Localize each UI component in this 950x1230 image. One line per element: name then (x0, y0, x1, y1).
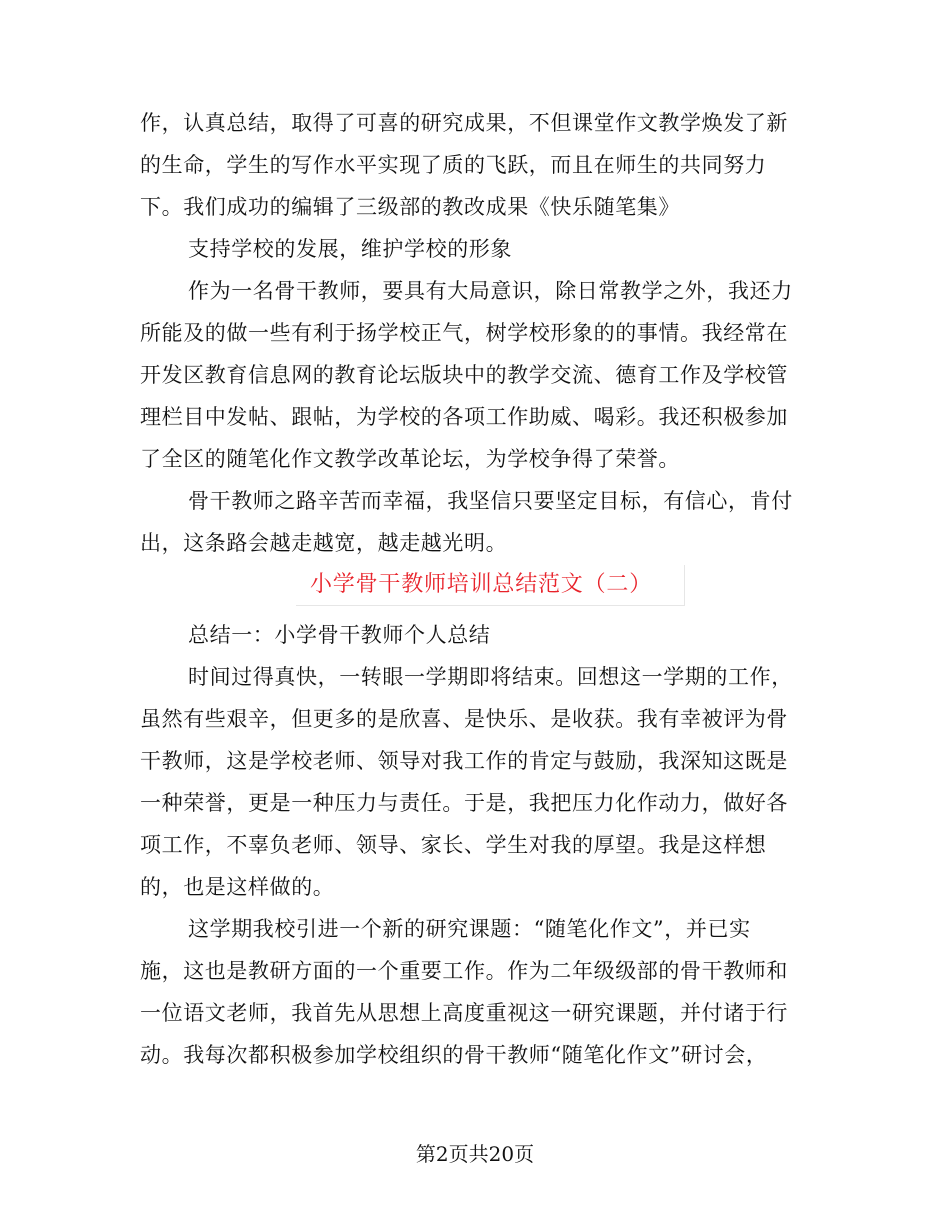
subheading-line: 总结一：小学骨干教师个人总结 (188, 623, 491, 647)
paragraph-line: 出，这条路会越走越宽，越走越光明。 (140, 531, 508, 555)
paragraph-line: 理栏目中发帖、跟帖，为学校的各项工作助威、喝彩。我还积极参加 (140, 405, 788, 429)
paragraph-line: 作，认真总结，取得了可喜的研究成果，不但课堂作文教学焕发了新 (140, 111, 788, 135)
paragraph-line: 的生命，学生的写作水平实现了质的飞跃，而且在师生的共同努力 (140, 153, 767, 177)
paragraph-line: 一种荣誉，更是一种压力与责任。于是，我把压力化作动力，做好各 (140, 791, 788, 815)
paragraph-line: 虽然有些艰辛，但更多的是欣喜、是快乐、是收获。我有幸被评为骨 (140, 707, 788, 731)
paragraph-line: 开发区教育信息网的教育论坛版块中的教学交流、德育工作及学校管 (140, 363, 788, 387)
paragraph-line: 所能及的做一些有利于扬学校正气，树学校形象的的事情。我经常在 (140, 321, 788, 345)
paragraph-line: 作为一名骨干教师，要具有大局意识，除日常教学之外，我还力 (188, 279, 793, 303)
page-number-footer: 第2页共20页 (415, 1142, 535, 1166)
paragraph-line: 一位语文老师，我首先从思想上高度重视这一研究课题，并付诸于行 (140, 1001, 788, 1025)
paragraph-line: 骨干教师之路辛苦而幸福，我坚信只要坚定目标，有信心，肯付 (188, 489, 793, 513)
paragraph-line: 施，这也是教研方面的一个重要工作。作为二年级级部的骨干教师和 (140, 959, 788, 983)
paragraph-line: 这学期我校引进一个新的研究课题：“随笔化作文”，并已实 (188, 917, 751, 941)
paragraph-line: 下。我们成功的编辑了三级部的教改成果《快乐随笔集》 (140, 195, 680, 219)
paragraph-line: 时间过得真快，一转眼一学期即将结束。回想这一学期的工作， (188, 665, 793, 689)
paragraph-line: 了全区的随笔化作文教学改革论坛，为学校争得了荣誉。 (140, 447, 680, 471)
subheading-line: 支持学校的发展，维护学校的形象 (188, 237, 512, 261)
paragraph-line: 的，也是这样做的。 (140, 875, 335, 899)
paragraph-line: 动。我每次都积极参加学校组织的骨干教师“随笔化作文”研讨会， (140, 1043, 768, 1067)
paragraph-line: 项工作，不辜负老师、领导、家长、学生对我的厚望。我是这样想 (140, 833, 767, 857)
section-title: 小学骨干教师培训总结范文（二） (310, 572, 653, 597)
paragraph-line: 干教师，这是学校老师、领导对我工作的肯定与鼓励，我深知这既是 (140, 749, 788, 773)
